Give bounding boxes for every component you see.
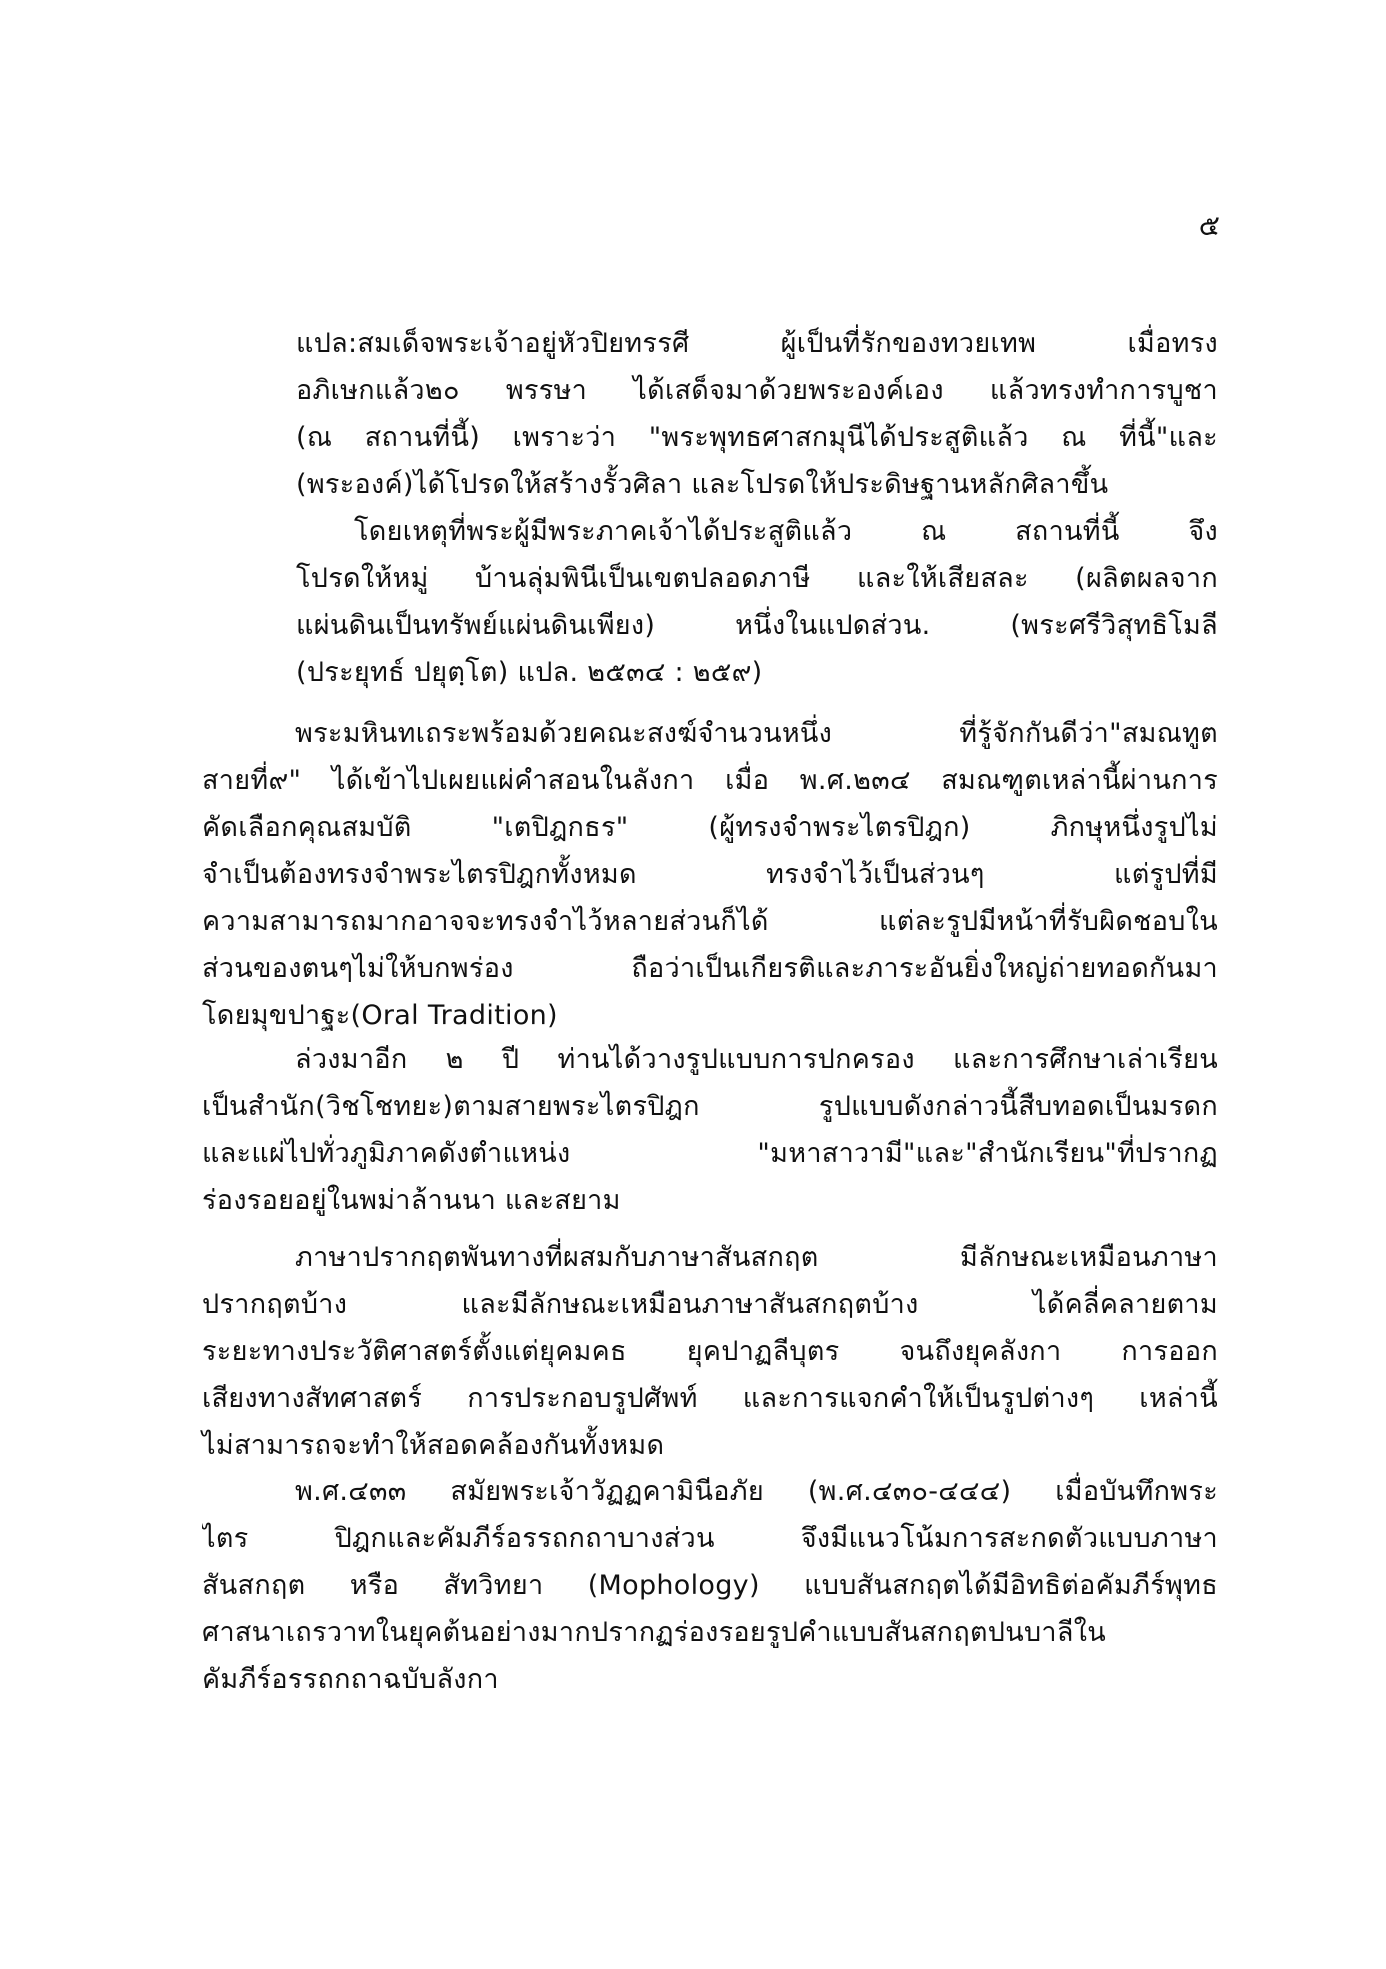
paragraph-line: ไตร ปิฎกและคัมภีร์อรรถกถาบางส่วน จึงมีแนวโน้มการสะกดตัวแบบภาษา — [202, 1523, 1218, 1554]
paragraph-line: สันสกฤต หรือ สัทวิทยา (Mophology) แบบสันสกฤตได้มีอิทธิต่อคัมภีร์พุทธ — [202, 1570, 1218, 1601]
quote-line: อภิเษกแล้ว๒๐ พรรษา ได้เสด็จมาด้วยพระองค์เอง แล้วทรงทำการบูชา — [296, 375, 1218, 406]
paragraph-line: เป็นสำนัก(วิชโชทยะ)ตามสายพระไตรปิฎก รูปแบบดังกล่าวนี้สืบทอดเป็นมรดก — [202, 1091, 1218, 1122]
paragraph-line: ศาสนาเถรวาทในยุคต้นอย่างมากปรากฏร่องรอยรูปคำแบบสันสกฤตปนบาลีใน — [202, 1617, 1106, 1648]
quote-line: (ณ สถานที่นี้) เพราะว่า "พระพุทธศาสกมุนีได้ประสูติแล้ว ณ ที่นี้"และ — [296, 422, 1218, 453]
paragraph-prakrit — [202, 1234, 1218, 1469]
paragraph-line: และแผ่ไปทั่วภูมิภาคดังตำแหน่ง "มหาสาวามี"และ"สำนักเรียน"ที่ปรากฏ — [202, 1138, 1218, 1169]
paragraph-line: เสียงทางสัทศาสตร์ การประกอบรูปศัพท์ และการแจกคำให้เป็นรูปต่างๆ เหล่านี้ — [202, 1383, 1218, 1414]
paragraph-line: พระมหินทเถระพร้อมด้วยคณะสงฆ์จำนวนหนึ่ง ที่รู้จักกันดีว่า"สมณทูต — [295, 718, 1218, 749]
quote-line: (พระองค์)ได้โปรดให้สร้างรั้วศิลา และโปรดให้ประดิษฐานหลักศิลาขึ้น — [296, 469, 1109, 500]
paragraph-line: สายที่๙" ได้เข้าไปเผยแผ่คำสอนในลังกา เมื่อ พ.ศ.๒๓๔ สมณฑูตเหล่านี้ผ่านการ — [202, 765, 1218, 796]
paragraph-line: โดยมุขปาฐะ(Oral Tradition) — [202, 1000, 558, 1031]
paragraph-line: ความสามารถมากอาจจะทรงจำไว้หลายส่วนก็ได้ แต่ละรูปมีหน้าที่รับผิดชอบใน — [202, 906, 1218, 937]
paragraph-line: ร่องรอยอยู่ในพม่าล้านนา และสยาม — [202, 1185, 621, 1216]
paragraph-mahinda — [202, 710, 1218, 1039]
quote-line: แปล:สมเด็จพระเจ้าอยู่หัวปิยทรรศี ผู้เป็นที่รักของทวยเทพ เมื่อทรง — [296, 328, 1218, 359]
paragraph-line: ล่วงมาอีก ๒ ปี ท่านได้วางรูปแบบการปกครอง และการศึกษาเล่าเรียน — [295, 1044, 1218, 1075]
paragraph-school — [202, 1036, 1218, 1224]
quote-line: โปรดให้หมู่ บ้านลุ่มพินีเป็นเขตปลอดภาษี และให้เสียสละ (ผลิตผลจาก — [296, 563, 1218, 594]
paragraph-line: คัดเลือกคุณสมบัติ "เตปิฎกธร" (ผู้ทรงจำพระไตรปิฎก) ภิกษุหนึ่งรูปไม่ — [202, 812, 1218, 843]
paragraph-line: ไม่สามารถจะทำให้สอดคล้องกันทั้งหมด — [202, 1430, 665, 1461]
paragraph-line: จำเป็นต้องทรงจำพระไตรปิฎกทั้งหมด ทรงจำไว้เป็นส่วนๆ แต่รูปที่มี — [202, 859, 1218, 890]
quote-block — [296, 320, 1218, 696]
paragraph-line: ปรากฤตบ้าง และมีลักษณะเหมือนภาษาสันสกฤตบ้าง ได้คลี่คลายตาม — [202, 1289, 1218, 1320]
paragraph-line: ภาษาปรากฤตพันทางที่ผสมกับภาษาสันสกฤต มีลักษณะเหมือนภาษา — [295, 1242, 1218, 1273]
page-number: ๕ — [1198, 209, 1220, 242]
paragraph-line: คัมภีร์อรรถกถาฉบับลังกา — [202, 1664, 499, 1695]
paragraph-line: พ.ศ.๔๓๓ สมัยพระเจ้าวัฏฏคามินีอภัย (พ.ศ.๔๓๐-๔๔๔) เมื่อบันทึกพระ — [295, 1476, 1218, 1507]
quote-line: (ประยุทธ์ ปยุตฺโต) แปล. ๒๕๓๔ : ๒๕๙) — [296, 657, 763, 688]
paragraph-line: ส่วนของตนๆไม่ให้บกพร่อง ถือว่าเป็นเกียรติและภาระอันยิ่งใหญ่ถ่ายทอดกันมา — [202, 953, 1218, 984]
paragraph-line: ระยะทางประวัติศาสตร์ตั้งแต่ยุคมคธ ยุคปาฏลีบุตร จนถึงยุคลังกา การออก — [202, 1336, 1218, 1367]
quote-line: โดยเหตุที่พระผู้มีพระภาคเจ้าได้ประสูติแล้ว ณ สถานที่นี้ จึง — [354, 516, 1218, 547]
paragraph-vattagamani — [202, 1468, 1218, 1703]
quote-line: แผ่นดินเป็นทรัพย์แผ่นดินเพียง) หนึ่งในแปดส่วน. (พระศรีวิสุทธิโมลี — [296, 610, 1218, 641]
